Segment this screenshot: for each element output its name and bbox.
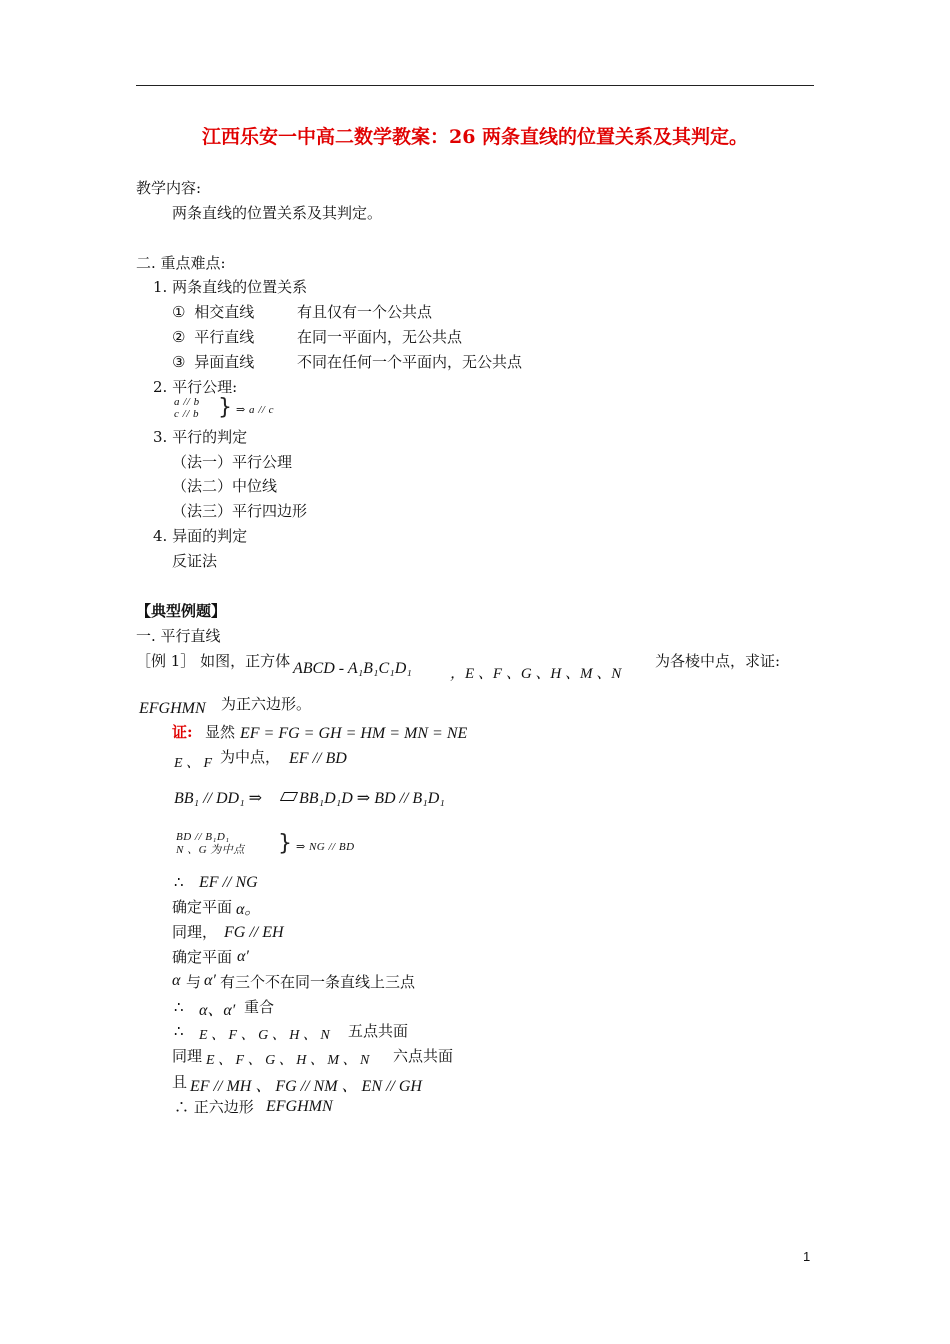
example-1-points: ，E 、F 、G 、H 、M 、N [450,666,622,682]
parallelogram-icon [280,792,298,801]
header-rule [136,85,814,86]
relation-desc: 在同一平面内，无公共点 [297,328,463,346]
proof-text: 与 [186,973,202,991]
proof-text: 且 [172,1073,188,1091]
therefore-symbol: ∴ [174,873,184,891]
relation-num: ③ [172,353,186,371]
proof-formula: EF // MH 、 FG // NM 、 EN // GH [190,1078,422,1095]
point-1-heading: 1. 两条直线的位置关系 [153,278,308,296]
proof-text: ∴ 正六边形 [174,1098,254,1116]
proof-formula: EF = FG = GH = HM = MN = NE [240,725,468,742]
relation-item [172,327,254,347]
proof-text: 五点共面 [348,1022,409,1040]
parallel-axiom-premise-2: c // b [174,408,199,420]
proof-text: 重合 [244,998,275,1016]
proof-text: 同理， [172,923,218,941]
proof-formula: α、α′ [199,1002,236,1019]
page-title: 江西乐安一中高二数学教案：26 两条直线的位置关系及其判定。 [201,126,749,148]
examples-subheading: 一. 平行直线 [136,627,221,645]
example-1-cube: ABCD - A₁B₁C₁D₁ [293,660,412,677]
proof-text: 确定平面 [172,898,233,916]
proof-formula: BB₁ // DD₁ ⇒ [174,790,263,807]
brace-symbol: } [218,395,232,420]
brace-symbol: } [278,831,292,856]
parallel-axiom-result: ⇒ a // c [236,404,274,416]
proof-text: 为中点， [220,748,281,766]
method-item: （法二）中位线 [172,477,278,495]
proof-text: 确定平面 [172,948,233,966]
example-1-tail: 为各棱中点，求证: [655,652,781,670]
proof-formula: α [172,972,181,989]
proof-text: 有三个不在同一条直线上三点 [220,973,416,991]
relation-name: 异面直线 [194,353,255,371]
relation-item [172,302,254,322]
therefore-symbol: ∴ [174,998,184,1016]
section-key-points-heading: 二. 重点难点: [136,254,226,272]
therefore-symbol: ∴ [174,1022,184,1040]
proof-formula: E 、 F [174,756,213,771]
proof-text: 显然 [205,723,236,741]
relation-num: ② [172,328,186,346]
examples-heading: 【典型例题】 [136,602,227,620]
proof-formula: N 、G 为中点 [176,844,245,856]
section-teaching-content-heading: 教学内容: [136,179,202,197]
proof-formula: α。 [236,901,261,918]
proof-formula: ⇒ NG // BD [296,841,355,853]
proof-formula: BD // B₁D₁ [176,831,230,843]
relation-desc: 有且仅有一个公共点 [297,303,433,321]
proof-formula: EF // NG [199,874,258,891]
proof-formula: EFGHMN [266,1098,333,1115]
point-3-heading: 3. 平行的判定 [153,428,248,446]
relation-name: 相交直线 [194,303,255,321]
proof-formula: FG // EH [224,924,284,941]
proof-label: 证: [172,723,193,741]
point-4-body: 反证法 [172,552,218,570]
proof-formula: EF // BD [289,750,347,767]
proof-text: 六点共面 [393,1047,454,1065]
point-2-heading: 2. 平行公理: [153,378,238,396]
proof-formula: α′ [204,972,216,989]
section-teaching-content-body: 两条直线的位置关系及其判定。 [172,204,383,222]
proof-formula: E 、 F 、 G 、 H 、 M 、 N [206,1053,370,1068]
point-4-heading: 4. 异面的判定 [153,527,248,545]
relation-num: ① [172,303,186,321]
example-1-hexagon-tail: 为正六边形。 [221,695,312,713]
example-1-lead: ［例 1］ 如图，正方体 [136,652,291,670]
method-item: （法三）平行四边形 [172,502,308,520]
relation-desc: 不同在任何一个平面内，无公共点 [297,353,523,371]
proof-formula-part: BB₁D₁D ⇒ BD // B₁D₁ [299,790,445,807]
method-item: （法一）平行公理 [172,453,293,471]
relation-item [172,352,254,372]
relation-name: 平行直线 [194,328,255,346]
parallel-axiom-premise-1: a // b [174,396,200,408]
page-number: 1 [803,1249,811,1264]
proof-formula: α′ [237,948,249,965]
proof-formula [282,788,445,808]
proof-formula: E 、 F 、 G 、 H 、 N [199,1028,330,1043]
proof-text: 同理 [172,1047,203,1065]
example-1-hexagon: EFGHMN [139,700,206,717]
